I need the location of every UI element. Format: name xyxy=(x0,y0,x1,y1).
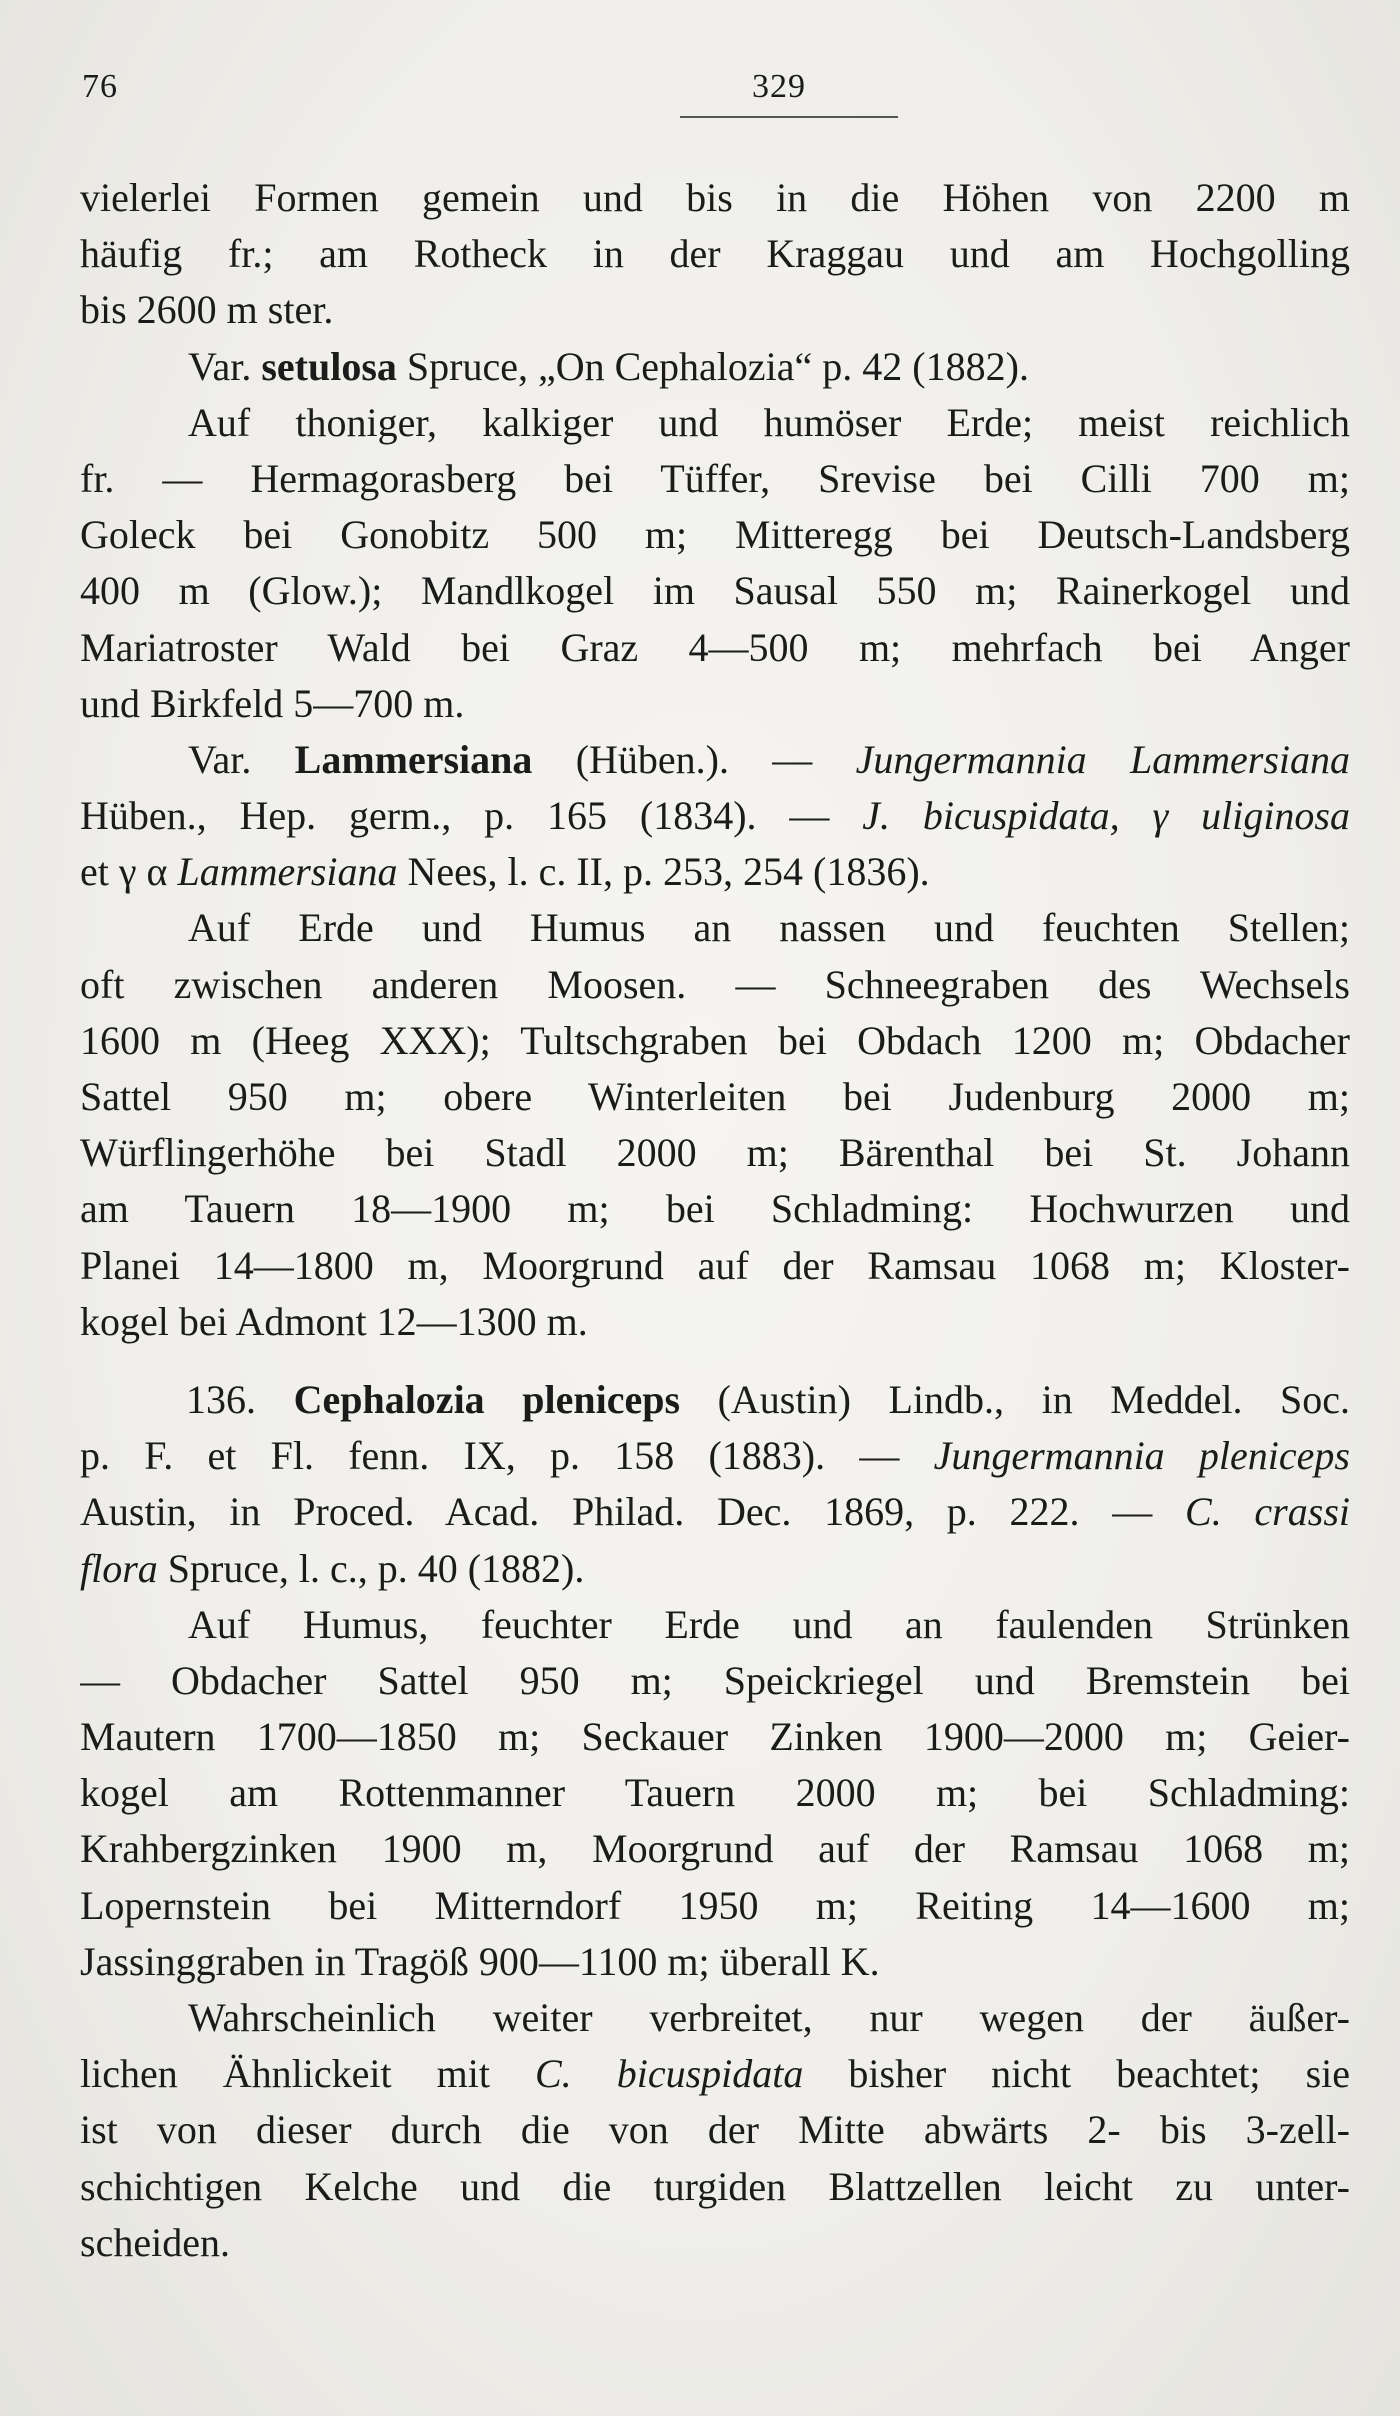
text-line: Auf Humus, feuchter Erde und an faulenden Strünken xyxy=(188,1601,1350,1647)
page-body xyxy=(80,170,1350,2271)
text-run: (Hüben.). — xyxy=(532,736,856,782)
text-line xyxy=(80,1428,1350,1484)
text-line: kogel am Rottenmanner Tauern 2000 m; bei Schladming: xyxy=(80,1770,1350,1816)
text-run: et γ α xyxy=(80,849,178,895)
text-line xyxy=(80,788,1350,844)
folio-number: 329 xyxy=(752,68,806,105)
variety-heading-lammersiana xyxy=(80,732,1350,788)
text-line: Sattel 950 m; obere Winterleiten bei Judenburg 2000 m; xyxy=(80,1074,1350,1119)
text-line: Krahbergzinken 1900 m, Moorgrund auf der Ramsau 1068 m; xyxy=(80,1826,1350,1872)
text-line: ist von dieser durch die von der Mitte abwärts 2- bis 3-zell- xyxy=(80,2107,1350,2153)
text-line: häufig fr.; am Rotheck in der Kraggau und am Hochgolling xyxy=(80,231,1350,277)
page-header xyxy=(82,68,1332,128)
text-line xyxy=(80,1484,1350,1540)
text-line: Goleck bei Gonobitz 500 m; Mitteregg bei Deutsch-Landsberg xyxy=(80,512,1350,558)
species-number: 136. xyxy=(186,1376,294,1422)
species-heading-cephalozia-pleniceps xyxy=(80,1372,1350,1428)
text-line: scheiden. xyxy=(80,2219,230,2265)
text-line: — Obdacher Sattel 950 m; Speickriegel und Bremstein bei xyxy=(80,1657,1350,1703)
text-run: Nees, l. c. II, p. 253, 254 (1836). xyxy=(397,849,930,895)
text-run: Hüben., Hep. germ., p. 165 (1834). — xyxy=(80,793,863,839)
text-line: Lopernstein bei Mitterndorf 1950 m; Reiting 14—1600 m; xyxy=(80,1882,1350,1928)
synonym-name: flora xyxy=(80,1545,158,1591)
text-line: Würflingerhöhe bei Stadl 2000 m; Bärenthal bei St. Johann xyxy=(80,1130,1350,1176)
synonym-name: C. bicuspidata xyxy=(535,2051,804,2097)
synonym-name: Lammersiana xyxy=(177,849,398,895)
text-run: Var. xyxy=(188,736,295,782)
text-run: lichen Ähnlickeit mit xyxy=(80,2051,535,2097)
text-line: Auf Erde und Humus an nassen und feuchten Stellen; xyxy=(188,905,1350,951)
synonym-name: Jungermannia Lammersiana xyxy=(855,736,1350,782)
page-number: 76 xyxy=(82,68,118,105)
text-line: Auf thoniger, kalkiger und humöser Erde; meist reichlich xyxy=(188,399,1350,445)
text-run: Spruce, „On Cephalozia“ p. 42 (1882). xyxy=(396,343,1029,389)
text-line: vielerlei Formen gemein und bis in die Höhen von 2200 m xyxy=(80,175,1350,220)
synonym-name: Jungermannia pleniceps xyxy=(933,1433,1350,1479)
text-run: Spruce, l. c., p. 40 (1882). xyxy=(157,1545,585,1591)
text-line: 1600 m (Heeg XXX); Tultschgraben bei Obdach 1200 m; Obdacher xyxy=(80,1017,1350,1063)
text-line: fr. — Hermagorasberg bei Tüffer, Srevise bei Cilli 700 m; xyxy=(80,455,1350,501)
text-line: bis 2600 m ster. xyxy=(80,287,334,333)
synonym-name: C. crassi xyxy=(1185,1489,1350,1535)
text-line: 400 m (Glow.); Mandlkogel im Sausal 550 m; Rainerkogel und xyxy=(80,568,1350,614)
text-line: Mautern 1700—1850 m; Seckauer Zinken 1900—2000 m; Geier- xyxy=(80,1714,1350,1760)
text-line: Mariatroster Wald bei Graz 4—500 m; mehrfach bei Anger xyxy=(80,624,1350,670)
text-line xyxy=(80,844,1350,900)
header-rule xyxy=(680,116,898,118)
text-run: Austin, in Proced. Acad. Philad. Dec. 1869, p. 222. — xyxy=(80,1489,1186,1535)
text-run: Var. xyxy=(188,343,262,389)
text-line: Wahrscheinlich weiter verbreitet, nur wegen der äußer- xyxy=(188,1995,1350,2040)
section-gap xyxy=(80,1350,1350,1372)
variety-heading-setulosa xyxy=(80,339,1350,395)
text-run: (Austin) Lindb., in Meddel. Soc. xyxy=(680,1376,1350,1422)
taxon-name: Cephalozia pleniceps xyxy=(293,1376,681,1422)
taxon-name: Lammersiana xyxy=(294,736,533,782)
text-run: bisher nicht beachtet; sie xyxy=(803,2051,1350,2097)
taxon-name: setulosa xyxy=(261,343,397,389)
text-run: p. F. et Fl. fenn. IX, p. 158 (1883). — xyxy=(80,1433,934,1479)
text-line: am Tauern 18—1900 m; bei Schladming: Hochwurzen und xyxy=(80,1186,1350,1232)
text-line: Planei 14—1800 m, Moorgrund auf der Ramsau 1068 m; Kloster- xyxy=(80,1242,1350,1288)
text-line xyxy=(80,1541,1350,1597)
synonym-name: J. bicuspidata, γ uliginosa xyxy=(862,793,1350,839)
text-line: oft zwischen anderen Moosen. — Schneegraben des Wechsels xyxy=(80,961,1350,1007)
text-line: kogel bei Admont 12—1300 m. xyxy=(80,1298,588,1344)
text-line: Jassinggraben in Tragöß 900—1100 m; überall K. xyxy=(80,1938,880,1984)
text-line: schichtigen Kelche und die turgiden Blattzellen leicht zu unter- xyxy=(80,2163,1350,2209)
text-line: und Birkfeld 5—700 m. xyxy=(80,680,465,726)
text-line xyxy=(80,2046,1350,2102)
